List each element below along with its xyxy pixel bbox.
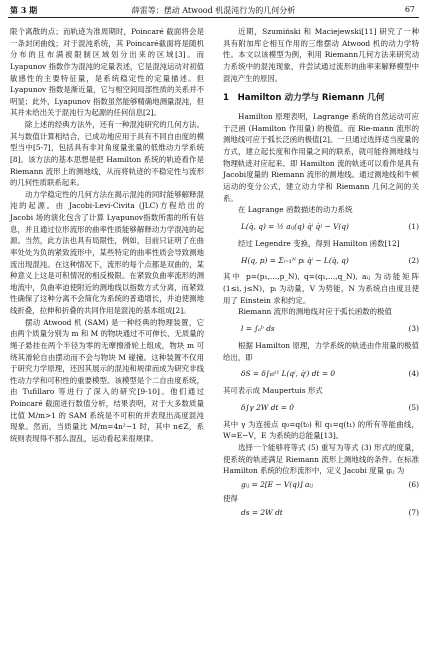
- text-line: 多数质量比值 M/m>1 的 SAM 系统是不可积的: [10, 399, 204, 420]
- text-line: 的区域[3]。而 Lyapunov 指数作为混沌的定量表: [10, 50, 204, 71]
- text-line: 有局限性，例如，目前只证明了在曲率处处为负的: [10, 236, 204, 257]
- text-line: 有不同自由度的模型当中[5-7]，包括具有非对角度: [10, 131, 204, 153]
- text-line: 旦通过选择适当度量的方式，建立起长度和作用量: [223, 135, 419, 156]
- paragraph-gamma-definition: [223, 419, 419, 442]
- equation-5-number: (5): [408, 402, 419, 412]
- equation-1: [223, 216, 419, 238]
- text-line: Riemann 流形的测地线对应于弧长函数的极值: [238, 307, 392, 317]
- text-line: 某种意义上这是可积情况的相反极限。在紧致负曲: [10, 259, 204, 281]
- text-line: 线的条件。在标准 Hamilton 系统的位形流形中，定: [223, 454, 419, 476]
- paragraph-jacobi-metric: [223, 442, 419, 477]
- text-line: 度量的 Riemann 流形的测地线。通过测地线和牛: [246, 170, 412, 180]
- paragraph-geometric-method: [10, 119, 204, 189]
- text-line: 紧致流形中，某些特定的曲率性质会导致测地流出: [10, 247, 204, 269]
- text-line: 其中 γ 为连接点 q₀=q(t₀) 和 q₁=q(t₁) 的所有等: [223, 419, 389, 429]
- text-line: Poincaré 截面进行数值分析，结果表明，对于大: [10, 399, 174, 408]
- text-line: 义 Jacobi 度量 gᵢⱼ 为: [334, 466, 405, 476]
- text-line: 之间的联系，就可能将测地线与物理轨迹对应起: [223, 147, 419, 168]
- equation-6-number: (6): [408, 480, 419, 490]
- text-line: 近期，Szumiński 和 Maciejewski[11] 研究了一: [238, 27, 412, 36]
- equation-2-number: (2): [408, 255, 419, 265]
- text-line: 学和可积性的重要模型。该模型是个二自由度系: [32, 375, 190, 385]
- running-title: 薛雷等：摆动 Atwood 机混沌行为的几何分析: [131, 6, 296, 15]
- text-line: 限个离散的点；而轨迹为准周期时，Poincaré 截面: [10, 27, 182, 36]
- paragraph-dynamic-stability: [10, 189, 204, 317]
- text-line: 过流形的曲率来解释模型中混沌产生的原因。: [223, 61, 419, 83]
- paragraph-maupertuis: [223, 385, 419, 397]
- text-line: 与物块 M 碰撞。这种装置不仅用于研究力学原理，: [10, 352, 204, 374]
- text-line: 种具有附加库仑相互作用的三维摆动 Atwood 机: [223, 27, 419, 48]
- text-line: 的度量，使系统的轨迹满足 Riemann 流形上测地: [223, 443, 419, 464]
- text-line: 的测地线，从而将轨迹的不稳定性与流形的几何性: [10, 166, 204, 188]
- text-line: 数方式分离，而紧致性确保了这种分离不会简化为: [10, 282, 204, 304]
- text-line: 量，它与相空间局部性质的关系并不明显；此外，: [10, 85, 204, 106]
- equation-5: [223, 397, 419, 419]
- text-line: 除上述的经典方法外，还有一种混沌研究的几: [25, 120, 175, 129]
- text-line: 率流形的测地流中，负曲率迫使附近的测地线以指: [10, 271, 204, 292]
- text-line: 几何方法来研究动力系统中的混沌现象，并尝试通: [223, 50, 419, 71]
- text-line: 矩阵 (1≤i, j≤N)，pᵢ 为动量，V 为势能，N 为系: [223, 272, 419, 293]
- text-line: 系统的普通增长，并迫使测地线折叠，拉伸和折叠: [10, 294, 204, 315]
- text-line: 指数所需的所有信息，并且通过位形流形的曲率性: [10, 213, 204, 234]
- page-number: 67: [404, 5, 415, 14]
- text-line: 顿运动的变分公式，建立动力学和 Riemann 几何: [223, 170, 419, 191]
- text-line: 现混沌。在这种情况下，流形的每个点都是双曲的，: [24, 259, 197, 269]
- text-line: Lyapunov 指数虽然能够精确地测量混沌，但其并: [10, 96, 204, 118]
- text-line: 伸长、无质量的绳子悬挂在两个半径为零的无摩擦: [10, 329, 204, 350]
- equation-5-lhs: δ: [241, 402, 246, 412]
- equation-4-number: (4): [408, 369, 419, 379]
- text-line: 经过 Legendre 变换，得到 Hamilton 函数[12]: [238, 238, 400, 248]
- text-line: 质联系起来。: [39, 178, 84, 188]
- paragraph-hamilton-principle: [223, 111, 419, 204]
- text-line: 述，它是混沌运动对初值敏感性的主要特征量，是: [10, 61, 204, 83]
- text-line: 来。即 Hamilton 流的轨迹可以看作是具有 Jacobi: [223, 158, 419, 180]
- text-line: 在 Lagrange 函数描述的动力系统: [238, 205, 353, 215]
- text-line: 动力学稳定性的几何方法在揭示混沌的同时: [25, 189, 167, 199]
- paragraph-sam-intro: [10, 317, 204, 445]
- paragraph-recent-work: [223, 26, 419, 84]
- text-line: 使得: [223, 493, 238, 503]
- paragraph-such-that: [223, 493, 419, 505]
- text-line: Hamilton 原理表明，Lagrange 系统的自然运: [238, 112, 397, 122]
- equation-2-rhs: Σᵢ₌₁ᴺ pᵢ q̇ⁱ − L(q̇, q): [278, 255, 349, 265]
- text-line: 之间的关系。: [223, 181, 419, 203]
- text-line: 能够解释混沌的起源。由 Jacobi-Levi-Civita (JLC): [10, 189, 204, 211]
- paragraph-symbols: [223, 271, 419, 306]
- paragraph-geodesic: [223, 306, 419, 318]
- text-line: 的动力学特性。本文以该模型为例，利用 Riemann: [223, 38, 419, 60]
- issue-number: 第 3 期: [10, 5, 38, 15]
- text-line: 置，它由两个质量分别为 m 和 M 的物块通过不可: [10, 317, 204, 339]
- text-line: 的极值给出，即: [223, 340, 419, 362]
- text-line: 其中 p=(p₁,…,p_N), q=(q₁,…,q_N), aᵢⱼ 为动能: [223, 272, 403, 282]
- text-line: 方程给出的 Jacobi 场的演化包含了计算 Lyapunov: [10, 201, 204, 222]
- text-line: 根据 Hamilton 原理，力学系统的轨迹由作用量: [238, 340, 397, 350]
- text-line: 还因其展示的混沌和规律而成为研究非线性动力: [10, 364, 204, 385]
- text-line: 量张量的低维动力学系统[8]。该方法的基本思想是: [10, 143, 204, 164]
- paragraph-action-extremum: [223, 340, 419, 363]
- equation-3-lhs: l =: [241, 324, 255, 334]
- section-heading: 1 Hamilton 动力学与 Riemann 几何: [223, 93, 385, 104]
- paragraph-legendre: [223, 238, 419, 250]
- equation-4-rhs: ∫ₜ₀ᵗ¹ L(qⁱ, q̇ⁱ) dt = 0: [265, 369, 336, 379]
- equation-3-number: (3): [408, 324, 419, 334]
- equation-5-rhs: ∫γ 2W dt = 0: [245, 402, 295, 412]
- equation-4-lhs: δS = δ: [241, 369, 266, 379]
- text-line: 截面将是随机分布的且布满被限制区域划分出来: [10, 38, 204, 60]
- equation-6-lhs: gᵢⱼ =: [241, 480, 261, 490]
- text-line: 4n²−1 时，其中 n∈Z，系统则表现得不那么混乱，: [10, 422, 205, 443]
- equation-6: [223, 477, 419, 493]
- text-line: 何方法。其与数值计算相结合，已成功地应用于具: [10, 120, 204, 141]
- equation-7: [223, 505, 419, 521]
- equation-4: [223, 363, 419, 385]
- text-line: 动可应于泛函 (Hamilton 作用量) 的极值。而 Rie-: [223, 112, 419, 133]
- equation-3: [223, 318, 419, 340]
- text-line: 的共同作用是混沌的基本组成[2]。: [76, 306, 191, 315]
- equation-1-number: (1): [408, 221, 419, 231]
- text-line: 未给出关于混沌行为起源的任何信息[2]。: [24, 108, 161, 118]
- equation-1-lhs: L(q̇, q) =: [241, 221, 277, 231]
- header-rule: [8, 17, 419, 18]
- text-line: 并表现出高度混沌现象。然而，当质量比 M/m=: [10, 410, 204, 432]
- text-line: 统，由 Tufillaro 等进行了深入的研究[9-10]。他们通过: [10, 375, 204, 397]
- equation-1-rhs: ½ aᵢⱼ(q) q̇ⁱ q̇ʲ − V(q): [276, 221, 349, 231]
- text-line: mann 流形的测地线可应于弧长泛函的极值[2]。一: [223, 123, 419, 145]
- right-column: [223, 26, 419, 521]
- equation-2: [223, 249, 419, 271]
- text-line: 其可表示成 Maupertuis 形式: [223, 386, 323, 396]
- paragraph-poincare: [10, 26, 204, 119]
- running-header: [0, 0, 427, 22]
- text-line: 滑轮上组成，物块 m 可绕其滑轮自由摆动而不会: [10, 340, 204, 362]
- equation-7-number: (7): [408, 507, 419, 517]
- left-column: [10, 26, 204, 445]
- equation-6-rhs: 2[E − V(q)] aᵢⱼ: [260, 480, 313, 490]
- equation-3-rhs: ∫ₐᵇ ds: [254, 324, 275, 334]
- text-line: 运动看起来很规律。: [91, 433, 158, 443]
- text-line: 摆动 Atwood 机 (SAM) 是一种经典的物理装: [25, 317, 182, 327]
- text-line: 系统稳定性的定量描述。但 Lyapunov 指数是渐近: [10, 73, 204, 95]
- text-line: 把 Hamilton 系统的轨迹看作是 Riemann 流形上: [10, 154, 204, 176]
- paragraph-lagrange-intro: [223, 204, 419, 216]
- equation-7-rhs: 2W dt: [260, 507, 283, 517]
- equation-2-lhs: H(q, p) =: [241, 255, 279, 265]
- text-line: 将会是一条封闭曲线；对于混沌系统，其 Poincaré: [10, 27, 204, 48]
- text-line: 质能够解释动力学混沌的起源。当然，此方法也具: [10, 224, 204, 246]
- text-line: 能曲线，W=E−V，E 为系统的总能量[13]。: [223, 419, 419, 441]
- text-line: 统自由度且使用了 Einstein 求和约定。: [223, 284, 419, 305]
- equation-7-lhs: ds =: [241, 507, 261, 517]
- text-line: 选择一个能够将等式 (5) 重写为等式 (3) 形式: [238, 443, 390, 452]
